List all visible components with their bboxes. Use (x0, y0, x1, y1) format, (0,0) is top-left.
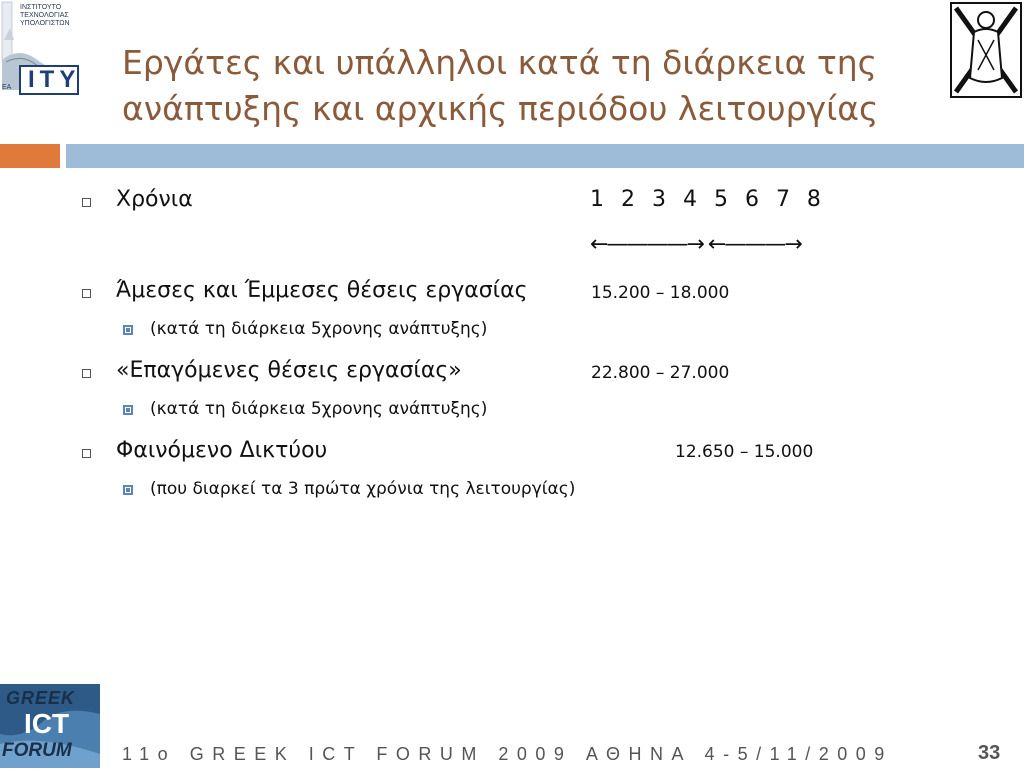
ity-line-3: ΥΠΟΛΟΓΙΣΤΩΝ (20, 20, 70, 27)
bullet-square-icon (82, 449, 91, 458)
saint-andrew-emblem (948, 0, 1024, 102)
note-network-effect: (που διαρκεί τα 3 πρώτα χρόνια της λειτουργίας) (150, 479, 576, 499)
ity-logo (0, 0, 82, 98)
label-years: Χρόνια (116, 187, 193, 212)
ity-line-1: ΙΝΣΤΙΤΟΥΤΟ (20, 4, 62, 11)
label-direct-indirect-jobs: Άμεσες και Έμμεσες θέσεις εργασίας (116, 278, 528, 303)
forum-logo-line3: FORUM (2, 740, 72, 761)
bullet-square-icon (82, 369, 91, 378)
label-induced-jobs: «Επαγόμενες θέσεις εργασίας» (116, 358, 462, 383)
bullet-square-icon (82, 289, 91, 298)
greek-ict-forum-logo (0, 684, 100, 768)
forum-logo-line2: ICT (24, 708, 70, 739)
forum-logo-line1: GREEK (6, 688, 76, 708)
value-direct-indirect-jobs: 15.200 – 18.000 (591, 283, 730, 303)
value-network-effect: 12.650 – 15.000 (675, 442, 814, 462)
ity-mark: ITY (28, 66, 81, 93)
page-number: 33 (978, 742, 1001, 764)
footer-text: 11ο GREEK ICT FORUM 2009 ΑΘΗΝΑ 4-5/11/2009 (122, 744, 893, 764)
sub-bullet-icon (123, 325, 133, 335)
label-network-effect: Φαινόμενο Δικτύου (116, 438, 328, 463)
bullet-square-icon (82, 198, 91, 207)
slide-title: Εργάτες και υπάλληλοι κατά τη διάρκεια της ανάπτυξης και αρχικής περιόδου λειτουργίας (122, 43, 879, 128)
note-direct-indirect-jobs: (κατά τη διάρκεια 5χρονης ανάπτυξης) (150, 319, 488, 339)
saint-andrew-icon (948, 0, 1024, 102)
ity-line-2: ΤΕΧΝΟΛΟΓΙΑΣ (20, 12, 69, 19)
years-range-arrows: ←————→ ←———→ (590, 232, 801, 257)
years-scale: 1 2 3 4 5 6 7 8 (590, 187, 821, 212)
sub-bullet-icon (123, 485, 133, 495)
header-bar-orange (0, 144, 60, 168)
ity-prefix: ΕΑ (2, 84, 12, 91)
note-induced-jobs: (κατά τη διάρκεια 5χρονης ανάπτυξης) (150, 399, 488, 419)
sub-bullet-icon (123, 405, 133, 415)
header-bar-blue (66, 144, 1024, 168)
value-induced-jobs: 22.800 – 27.000 (591, 363, 730, 383)
